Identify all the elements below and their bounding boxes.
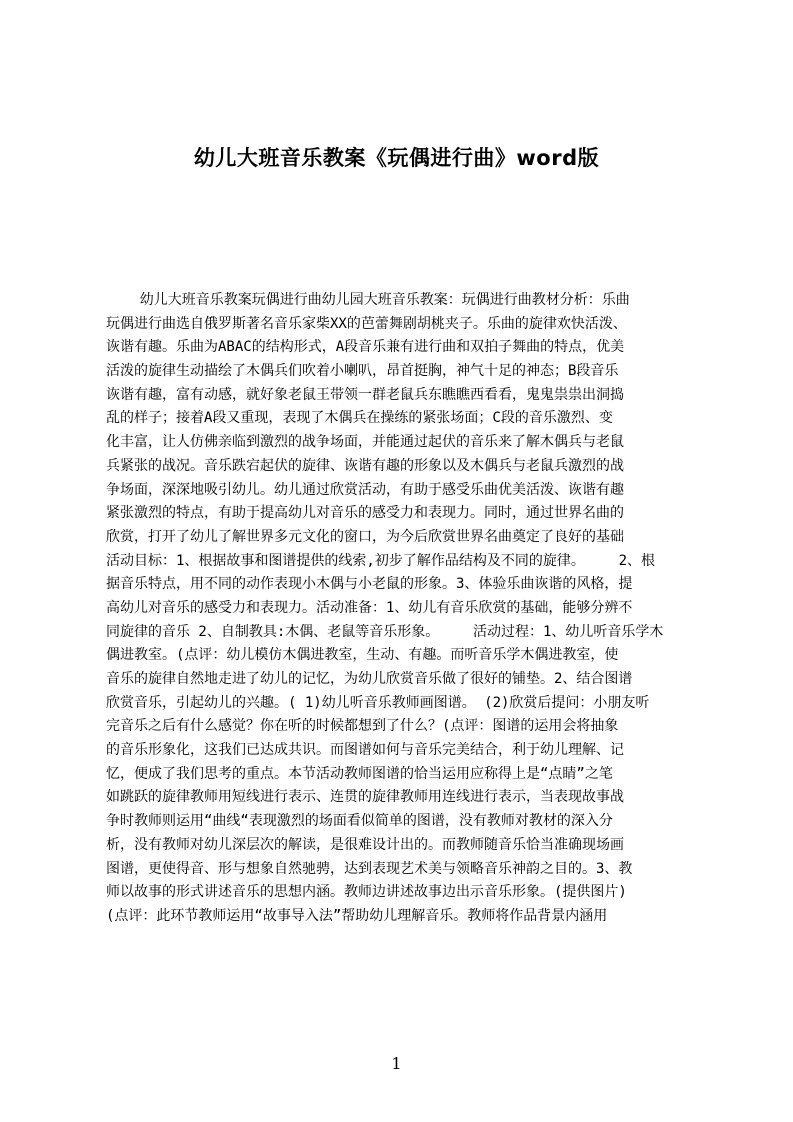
body-line: 音乐的旋律自然地走进了幼儿的记忆，为幼儿欣赏音乐做了很好的铺垫。2、结合图谱 bbox=[106, 671, 633, 687]
body-line: 化丰富，让人仿佛亲临到激烈的战争场面，并能通过起伏的音乐来了解木偶兵与老鼠 bbox=[106, 434, 624, 451]
body-line: 同旋律的音乐 2、自制教具:木偶、老鼠等音乐形象。 活动过程：1、幼儿听音乐学木 bbox=[106, 623, 664, 640]
body-line: 高幼儿对音乐的感受力和表现力。活动准备：1、幼儿有音乐欣赏的基础，能够分辨不 bbox=[106, 599, 633, 616]
body-line: 幼儿大班音乐教案玩偶进行曲幼儿园大班音乐教案：玩偶进行曲教材分析：乐曲 bbox=[106, 292, 630, 308]
body-line: 诙谐有趣。乐曲为ABAC的结构形式，A段音乐兼有进行曲和双拍子舞曲的特点，优美 bbox=[106, 339, 625, 356]
body-line: 诙谐有趣，富有动感，就好象老鼠王带领一群老鼠兵东瞧瞧西看看，鬼鬼祟祟出洞捣 bbox=[106, 386, 624, 403]
body-line: 忆，便成了我们思考的重点。本节活动教师图谱的恰当运用应称得上是“点睛”之笔 bbox=[106, 765, 613, 782]
body-line: 玩偶进行曲选自俄罗斯著名音乐家柴XX的芭蕾舞剧胡桃夹子。乐曲的旋律欢快活泼、 bbox=[106, 315, 627, 332]
body-line: 如跳跃的旋律教师用短线进行表示、连贯的旋律教师用连线进行表示，当表现故事战 bbox=[106, 789, 624, 806]
body-line: 析，没有教师对幼儿深层次的解读，是很难设计出的。而教师随音乐恰当准确现场画 bbox=[106, 836, 624, 853]
body-line: 据音乐特点，用不同的动作表现小木偶与小老鼠的形象。3、体验乐曲诙谐的风格，提 bbox=[106, 576, 633, 593]
document-title: 幼儿大班音乐教案《玩偶进行曲》word版 bbox=[193, 146, 600, 170]
body-line: 活动目标：1、根据故事和图谱提供的线索,初步了解作品结构及不同的旋律。 2、根 bbox=[106, 552, 655, 569]
body-line: 师以故事的形式讲述音乐的思想内涵。教师边讲述故事边出示音乐形象。(提供图片) bbox=[106, 884, 627, 901]
body-line: 兵紧张的战况。音乐跌宕起伏的旋律、诙谐有趣的形象以及木偶兵与老鼠兵激烈的战 bbox=[106, 457, 624, 474]
body-line: 活泼的旋律生动描绘了木偶兵们吹着小喇叭，昂首挺胸，神气十足的神态；B段音乐 bbox=[106, 363, 619, 380]
body-line: 争场面，深深地吸引幼儿。幼儿通过欣赏活动，有助于感受乐曲优美活泼、诙谐有趣 bbox=[106, 481, 624, 498]
body-line: 争时教师则运用“曲线“表现激烈的场面看似简单的图谱，没有教师对教材的深入分 bbox=[106, 813, 613, 830]
body-line: 欣赏音乐，引起幼儿的兴趣。( 1)幼儿听音乐教师画图谱。 (2)欣赏后提问：小朋友听 bbox=[106, 694, 650, 711]
body-line: 偶进教室。(点评：幼儿模仿木偶进教室，生动、有趣。而听音乐学木偶进教室，使 bbox=[106, 647, 619, 664]
body-line: 图谱，更使得音、形与想象自然驰骋，达到表现艺术美与领略音乐神韵之目的。3、教 bbox=[106, 860, 633, 877]
body-line: 的音乐形象化，这我们已达成共识。而图谱如何与音乐完美结合，利于幼儿理解、记 bbox=[106, 742, 624, 759]
body-line: 欣赏，打开了幼儿了解世界多元文化的窗口，为今后欣赏世界名曲奠定了良好的基础 bbox=[106, 528, 624, 545]
page-number: 1 bbox=[391, 1054, 402, 1073]
body-line: 乱的样子；接着A段又重现，表现了木偶兵在操练的紧张场面；C段的音乐激烈、变 bbox=[106, 410, 613, 427]
body-line: 紧张激烈的特点，有助于提高幼儿对音乐的感受力和表现力。同时，通过世界名曲的 bbox=[106, 505, 624, 522]
document-body bbox=[106, 289, 698, 929]
body-line: (点评：此环节教师运用“故事导入法”帮助幼儿理解音乐。教师将作品背景内涵用 bbox=[106, 907, 608, 924]
body-line: 完音乐之后有什么感觉？你在听的时候都想到了什么？(点评：图谱的运用会将抽象 bbox=[106, 718, 619, 735]
